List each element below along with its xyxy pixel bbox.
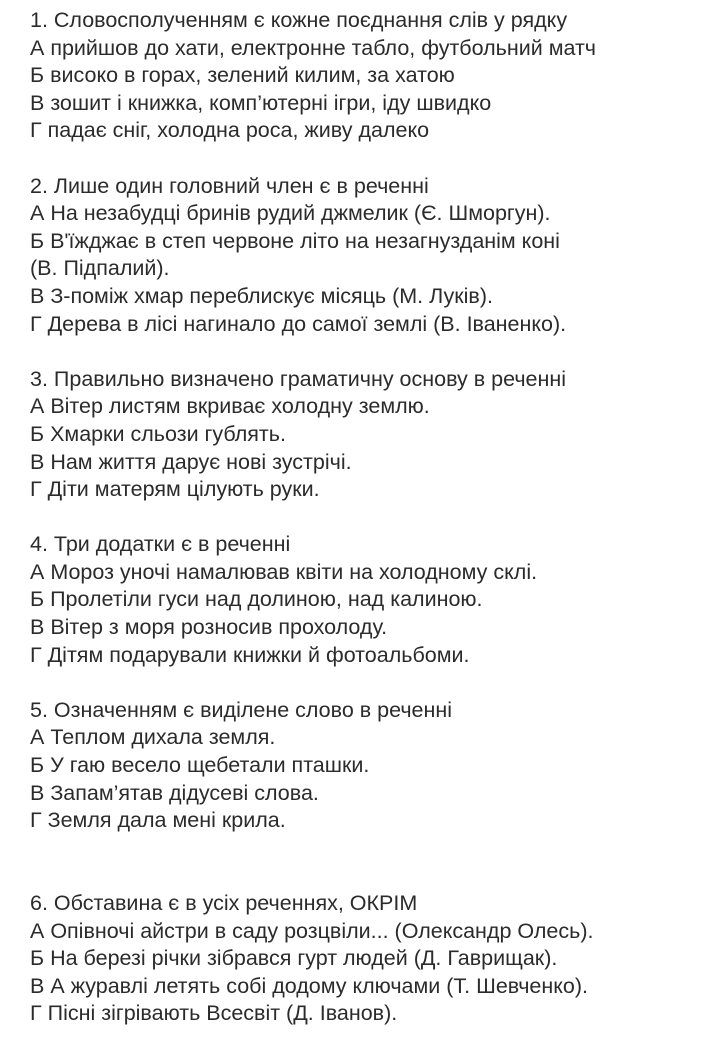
question-1-option-h: Г падає сніг, холодна роса, живу далеко [30, 118, 430, 143]
question-3-option-a: А Вітер листям вкриває холодну землю. [30, 394, 430, 419]
question-4-option-v: В Вітер з моря розносив прохолоду. [30, 615, 388, 640]
question-1-option-a: А прийшов до хати, електронне табло, футбольний матч [30, 35, 597, 60]
question-6-prompt: 6. Обставина є в усіх реченнях, ОКРІМ [30, 891, 418, 915]
question-2-option-b: Б В'їжджає в степ червоне літо на незагнузданім коні [30, 228, 560, 253]
question-5-option-h: Г Земля дала мені крила. [30, 808, 286, 833]
question-3-prompt: 3. Правильно визначено граматичну основу в реченні [30, 366, 567, 391]
question-2-prompt: 2. Лише один головний член є в реченні [30, 173, 429, 198]
question-5-prompt: 5. Означенням є виділене слово в реченні [30, 697, 453, 722]
question-3-option-h: Г Діти матерям цілують руки. [30, 477, 320, 502]
question-4-prompt: 4. Три додатки є в реченні [30, 532, 291, 557]
question-6-option-v: В А журавлі летять собі додому ключами (Т. Шевченко). [30, 973, 589, 998]
question-1-option-v: В зошит і книжка, комп’ютерні ігри, іду швидко [30, 90, 492, 115]
question-4-option-a: А Мороз уночі намалював квіти на холодному склі. [30, 559, 538, 584]
question-3-option-v: В Нам життя дарує нові зустрічі. [30, 449, 352, 474]
question-4-option-b: Б Пролетіли гуси над долиною, над калиною. [30, 587, 483, 612]
spacer [30, 669, 712, 697]
question-6-option-b: Б На березі річки зібрався гурт людей (Д. Гаврищак). [30, 946, 558, 971]
question-1-prompt: 1. Словосполученням є кожне поєднання слів у рядку [30, 8, 568, 32]
spacer [30, 835, 712, 890]
question-2-option-b-continued: (В. Підпалий). [30, 256, 170, 281]
question-5-option-a: А Теплом дихала земля. [30, 725, 276, 750]
document-text [30, 7, 712, 1028]
question-5-option-v: В Запам’ятав дідусеві слова. [30, 780, 319, 805]
spacer [30, 145, 712, 173]
question-2-option-v: В З-поміж хмар переблискує місяць (М. Луків). [30, 283, 493, 308]
question-3-option-b: Б Хмарки сльози гублять. [30, 421, 286, 446]
question-1-option-b: Б високо в горах, зелений килим, за хатою [30, 63, 455, 88]
spacer [30, 504, 712, 532]
question-2-option-a: А На незабудці бринів рудий джмелик (Є. Шморгун). [30, 201, 551, 226]
question-5-option-b: Б У гаю весело щебетали пташки. [30, 753, 370, 778]
question-6-option-a: А Опівночі айстри в саду розцвіли... (Олександр Олесь). [30, 918, 594, 943]
spacer [30, 338, 712, 366]
question-4-option-h: Г Дітям подарували книжки й фотоальбоми. [30, 642, 470, 667]
question-6-option-h: Г Пісні зігрівають Всесвіт (Д. Іванов). [30, 1001, 398, 1026]
question-2-option-h: Г Дерева в лісі нагинало до самої землі (В. Іваненко). [30, 311, 567, 336]
